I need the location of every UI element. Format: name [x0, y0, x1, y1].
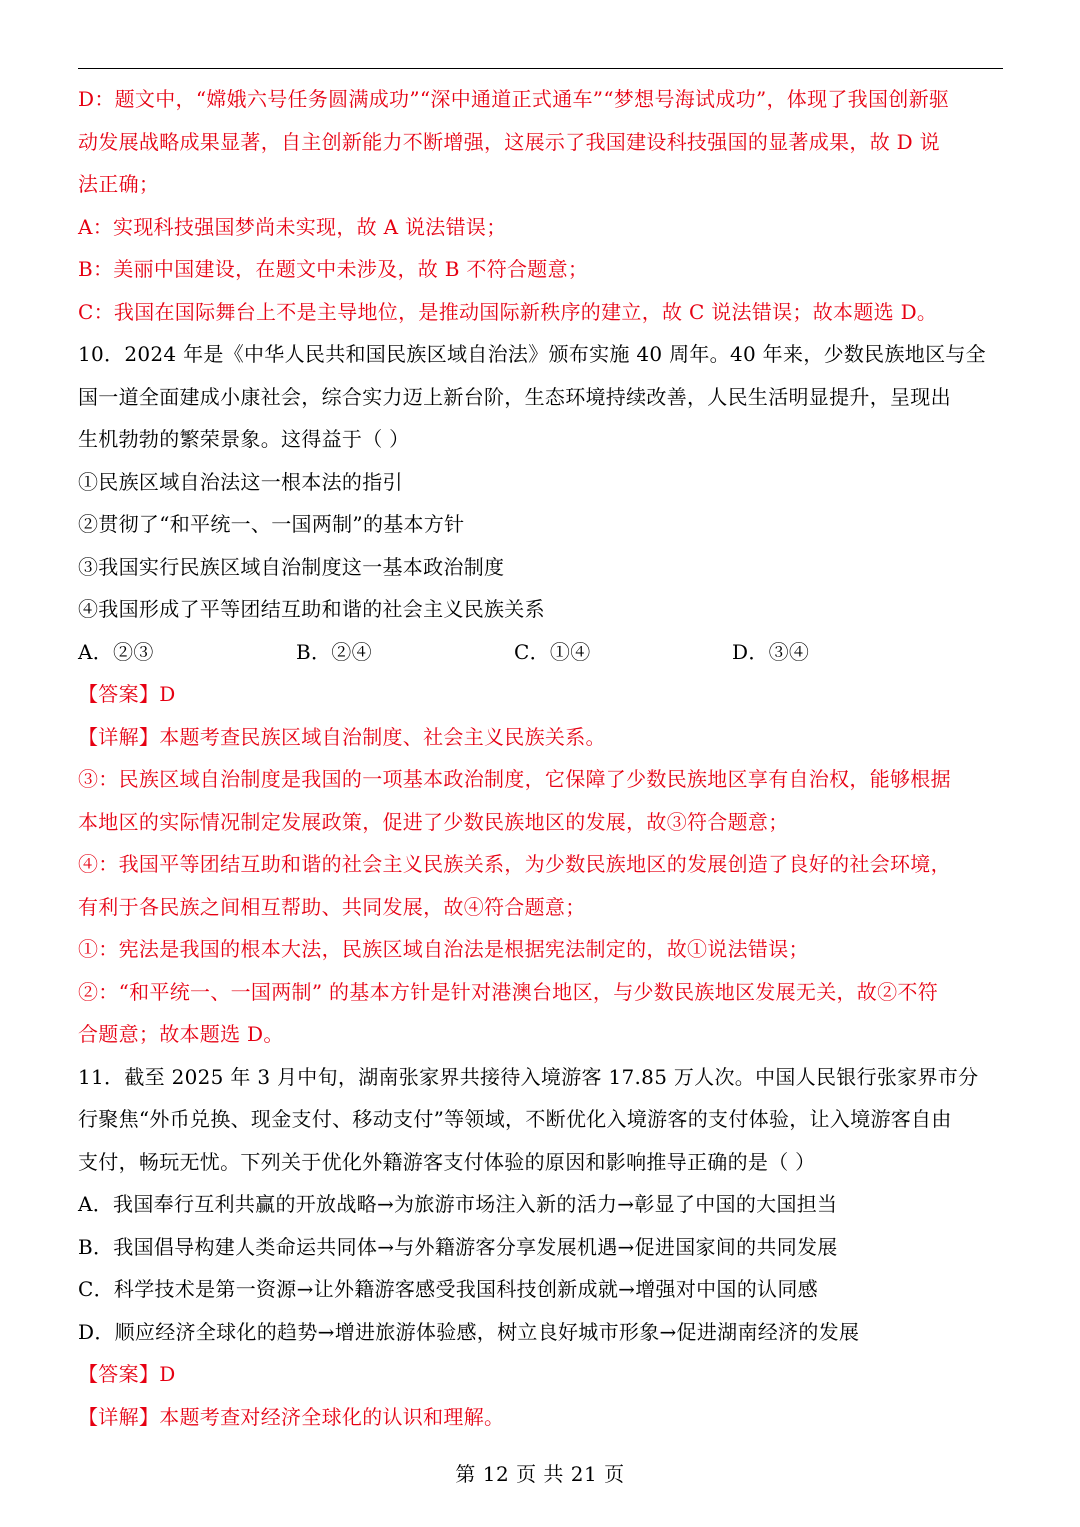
q10-option-a: A．②③ [78, 639, 154, 664]
q11-option-a: A．我国奉行互利共赢的开放战略→为旅游市场注入新的活力→彰显了中国的大国担当 [78, 1192, 838, 1216]
q10-detail [78, 716, 1006, 759]
q11-detail [78, 1396, 1006, 1439]
q10-answer [78, 673, 1006, 716]
q10-analysis-line3: ④：我国平等团结互助和谐的社会主义民族关系，为少数民族地区的发展创造了良好的社会环境， [78, 852, 951, 876]
q11-answer-tag: 【答案】 [78, 1362, 160, 1386]
q10-statement-3: ③我国实行民族区域自治制度这一基本政治制度 [78, 554, 505, 579]
q11-option-d: D．顺应经济全球化的趋势→增进旅游体验感，树立良好城市形象→促进湖南经济的发展 [78, 1319, 860, 1344]
q11-answer-value: D [159, 1362, 176, 1386]
page-number: 第 12 页 共 21 页 [455, 1462, 625, 1486]
q10-analysis-line2: 本地区的实际情况制定发展政策，促进了少数民族地区的发展，故③符合题意； [78, 809, 789, 834]
q11-detail-tag: 【详解】 [78, 1404, 160, 1429]
q10-option-d: D．③④ [732, 639, 810, 664]
q11-stem-line2: 行聚焦“外币兑换、现金支付、移动支付”等领域，不断优化入境游客的支付体验，让入境游客自由 [78, 1107, 952, 1131]
q10-statement-2: ②贯彻了“和平统一、一国两制”的基本方针 [78, 512, 465, 536]
q10-analysis-line4: 有利于各民族之间相互帮助、共同发展，故④符合题意； [78, 894, 586, 919]
q10-analysis-line7: 合题意；故本题选 D。 [78, 1022, 284, 1046]
header-rule [78, 68, 1003, 69]
page-content [78, 78, 1006, 1438]
q11-detail-text: 本题考查对经济全球化的认识和理解。 [159, 1404, 505, 1429]
q10-stem-line1: 10．2024 年是《中华人民共和国民族区域自治法》颁布实施 40 周年。40 年来，少数民族地区与全 [78, 342, 986, 366]
q10-analysis-line5: ①：宪法是我国的根本大法，民族区域自治法是根据宪法制定的，故①说法错误； [78, 937, 809, 961]
q11-answer [78, 1353, 1006, 1396]
q10-stem-line3: 生机勃勃的繁荣景象。这得益于（ ） [78, 427, 410, 451]
q11-stem-line1: 11．截至 2025 年 3 月中旬，湖南张家界共接待入境游客 17.85 万人次。中国人民银行张家界市分 [78, 1064, 979, 1089]
q9-explanation-d-line1: D：题文中，“嫦娥六号任务圆满成功”“深中通道正式通车”“梦想号海试成功”，体现了我国创新驱 [78, 87, 950, 111]
q10-answer-tag: 【答案】 [78, 682, 160, 706]
q10-options [78, 631, 1006, 674]
q11-stem-line3: 支付，畅玩无忧。下列关于优化外籍游客支付体验的原因和影响推导正确的是（ ） [78, 1149, 816, 1174]
q10-detail-text: 本题考查民族区域自治制度、社会主义民族关系。 [159, 724, 606, 749]
q10-detail-tag: 【详解】 [78, 724, 160, 749]
q10-analysis-line1: ③：民族区域自治制度是我国的一项基本政治制度，它保障了少数民族地区享有自治权，能够根据 [78, 767, 951, 791]
q10-option-b: B．②④ [296, 639, 372, 664]
q9-explanation-a: A：实现科技强国梦尚未实现，故 A 说法错误； [78, 214, 507, 239]
q9-explanation-b: B：美丽中国建设，在题文中未涉及，故 B 不符合题意； [78, 257, 589, 281]
q11-option-c: C．科学技术是第一资源→让外籍游客感受我国科技创新成就→增强对中国的认同感 [78, 1277, 818, 1301]
q10-statement-1: ①民族区域自治法这一根本法的指引 [78, 469, 403, 494]
q10-analysis-line6: ②：“和平统一、一国两制” 的基本方针是针对港澳台地区，与少数民族地区发展无关，故②不符 [78, 979, 939, 1004]
q9-explanation-d-line3: 法正确； [78, 172, 160, 196]
q10-statement-4: ④我国形成了平等团结互助和谐的社会主义民族关系 [78, 597, 545, 621]
q11-option-b: B．我国倡导构建人类命运共同体→与外籍游客分享发展机遇→促进国家间的共同发展 [78, 1234, 838, 1259]
q9-explanation-d-line2: 动发展战略成果显著，自主创新能力不断增强，这展示了我国建设科技强国的显著成果，故 D 说 [78, 129, 940, 154]
q10-stem-line2: 国一道全面建成小康社会，综合实力迈上新台阶，生态环境持续改善，人民生活明显提升，呈现出 [78, 384, 951, 409]
q10-option-c: C．①④ [514, 639, 591, 664]
q10-answer-value: D [159, 682, 176, 706]
q9-explanation-c: C：我国在国际舞台上不是主导地位，是推动国际新秩序的建立，故 C 说法错误；故本题选 D。 [78, 299, 938, 324]
